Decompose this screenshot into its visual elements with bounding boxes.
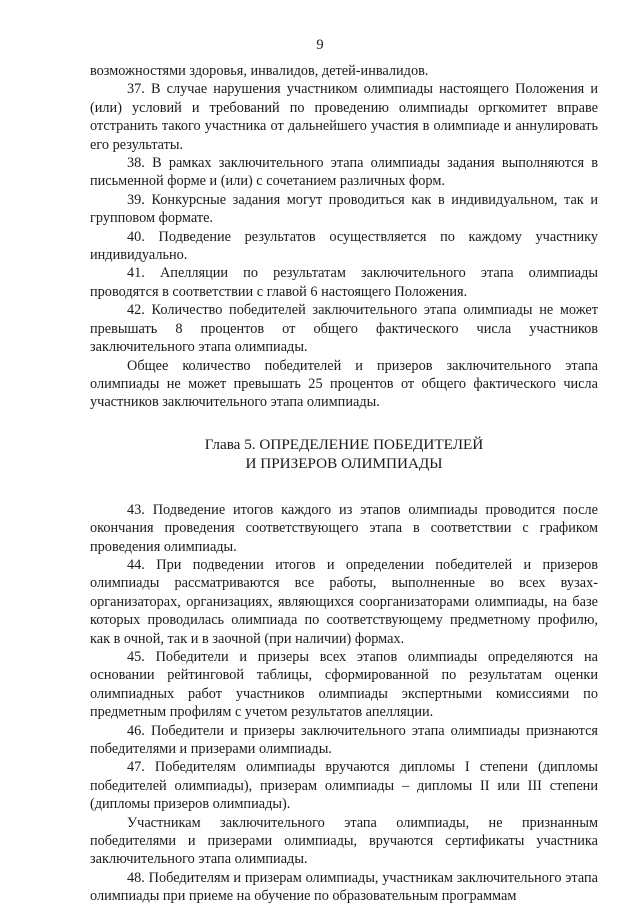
chapter-heading-line-2: И ПРИЗЕРОВ ОЛИМПИАДЫ bbox=[245, 455, 443, 473]
chapter-heading-line-1: Глава 5. ОПРЕДЕЛЕНИЕ ПОБЕДИТЕЛЕЙ bbox=[204, 435, 484, 453]
paragraph-46: 46. Победители и призеры заключительного этапа олимпиады признаются победителями и призерами олимпиады. bbox=[90, 722, 598, 757]
paragraph-41: 41. Апелляции по результатам заключительного этапа олимпиады проводятся в соответствии с главой 6 настоящего Положения. bbox=[90, 265, 598, 300]
paragraph-45: 45. Победители и призеры всех этапов олимпиады определяются на основании рейтинговой таблицы, сформированной по результатам оценки олимпиадных работ участников олимпиады экспертными комиссиями по предметным профилям с учетом результатов апелляции. bbox=[90, 648, 598, 721]
paragraph-48: 48. Победителям и призерам олимпиады, участникам заключительного этапа олимпиады при приеме на обучение по образовательным программам bbox=[90, 869, 598, 905]
paragraph-40: 40. Подведение результатов осуществляется по каждому участнику индивидуально. bbox=[90, 228, 598, 264]
paragraph-43: 43. Подведение итогов каждого из этапов олимпиады проводится после окончания проведения соответствующего этапа в соответствии с графиком проведения олимпиады. bbox=[90, 501, 598, 555]
paragraph-37: 37. В случае нарушения участником олимпиады настоящего Положения и (или) условий и требований по проведению олимпиады оргкомитет вправе отстранить такого участника от дальнейшего участия в олимпиаде и аннулировать его результаты. bbox=[90, 81, 598, 153]
paragraph-42-continued: Общее количество победителей и призеров заключительного этапа олимпиады не может превышать 25 процентов от общего фактического числа участников заключительного этапа олимпиады. bbox=[90, 357, 598, 411]
paragraph-47-continued: Участникам заключительного этапа олимпиады, не признанным победителями и призерами олимпиады, вручаются сертификаты участника заключительного этапа олимпиады. bbox=[90, 814, 598, 868]
document-body bbox=[90, 62, 598, 906]
paragraph-38: 38. В рамках заключительного этапа олимпиады задания выполняются в письменной форме и (или) с сочетанием различных форм. bbox=[90, 155, 598, 190]
paragraph-continuation: возможностями здоровья, инвалидов, детей-инвалидов. bbox=[90, 63, 429, 79]
paragraph-39: 39. Конкурсные задания могут проводиться как в индивидуальном, так и групповом формате. bbox=[90, 191, 598, 227]
page-number: 9 bbox=[316, 37, 324, 53]
paragraph-47: 47. Победителям олимпиады вручаются дипломы I степени (дипломы победителей олимпиады), призерам олимпиады – дипломы II или III степени (дипломы призеров олимпиады). bbox=[90, 759, 598, 813]
paragraph-42: 42. Количество победителей заключительного этапа олимпиады не может превышать 8 процентов от общего фактического числа участников заключительного этапа олимпиады. bbox=[90, 302, 598, 356]
chapter-heading bbox=[90, 435, 598, 474]
paragraph-44: 44. При подведении итогов и определении победителей и призеров олимпиады рассматриваются все работы, выполненные во всех вузах-организаторах, организациях, являющихся соорганизаторами олимпиады, на базе которых проводилась олимпиада по соответствующему предметному профилю, как в очной, так и в заочной (при наличии) формах. bbox=[90, 556, 598, 647]
